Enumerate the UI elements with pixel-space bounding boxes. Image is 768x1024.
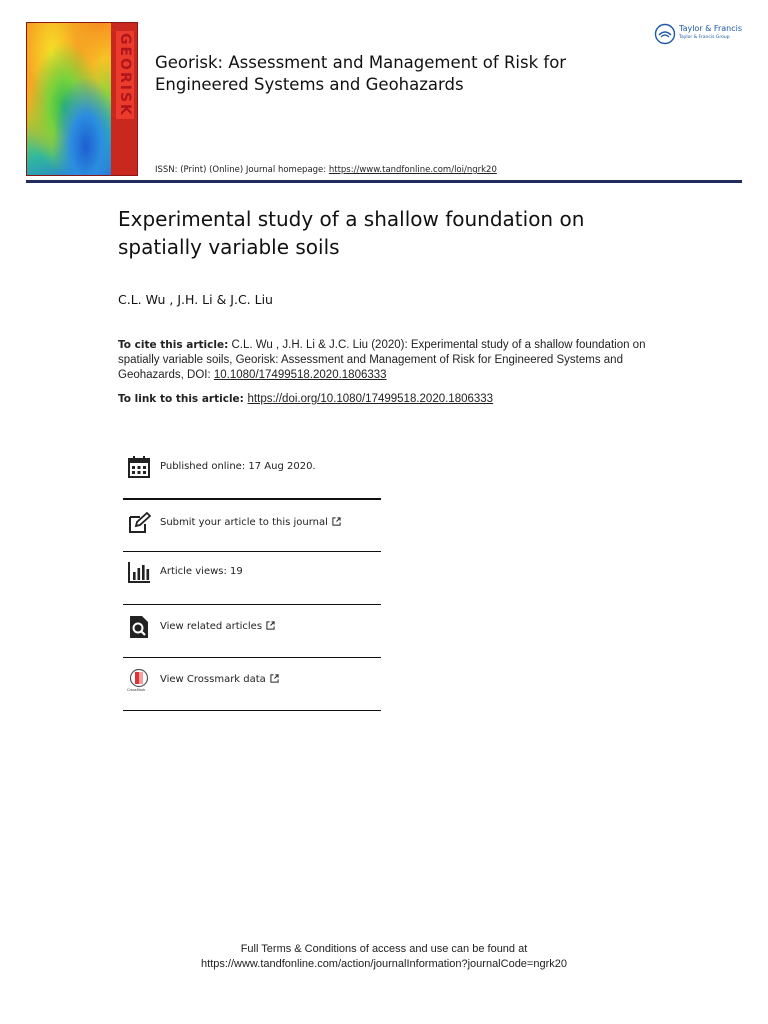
external-link-icon [270,674,279,683]
journal-title-line2: Engineered Systems and Geohazards [155,75,464,94]
footer-line1: Full Terms & Conditions of access and use can be found at [240,943,528,955]
journal-homepage-link[interactable]: https://www.tandfonline.com/loi/ngrk20 [328,165,497,175]
submit-article-link[interactable]: Submit your article to this journal [160,517,328,528]
cover-title: GEORISK [117,33,133,117]
authors: C.L. Wu , J.H. Li & J.C. Liu [118,292,273,307]
article-title-line1: Experimental study of a shallow foundation on [118,207,585,231]
published-row [123,442,381,494]
footer [0,942,768,972]
journal-title-line1: Georisk: Assessment and Management of Risk for [155,53,567,72]
published-date: Published online: 17 Aug 2020. [160,461,316,472]
article-views-row [123,547,381,599]
publisher-sub: Taylor & Francis Group [679,35,730,40]
cite-block [118,338,658,383]
publisher-name: Taylor & Francis [679,24,742,33]
article-doi-link[interactable]: https://doi.org/10.1080/17499518.2020.1806333 [247,393,494,405]
journal-cover [26,22,138,176]
divider [123,710,381,711]
calendar-icon [127,455,151,479]
cover-map-image [27,23,111,176]
crossmark-row[interactable] [123,655,381,707]
bar-chart-icon [127,560,151,584]
crossmark-link[interactable]: View Crossmark data [160,674,266,685]
edit-icon [127,511,151,535]
submit-article-row[interactable] [123,498,381,550]
header-rule [26,180,742,183]
link-label: To link to this article: [118,393,248,405]
article-views: Article views: 19 [160,566,243,577]
external-link-icon [266,621,275,630]
taylor-francis-logo-icon [654,23,676,45]
issn-text: ISSN: (Print) (Online) Journal homepage: [155,165,329,175]
journal-title [155,52,625,96]
cite-text: C.L. Wu , J.H. Li & J.C. Liu (2020): Experimental study of a shallow foundation on spatially variable soils, Georisk: Assessment and Management of Risk for Engineered Systems and Geohazards, DOI: [118,339,646,381]
footer-terms-link[interactable]: https://www.tandfonline.com/action/journalInformation?journalCode=ngrk20 [201,958,567,970]
article-title-line2: spatially variable soils [118,235,340,259]
issn-line [155,165,497,175]
related-articles-row[interactable] [123,602,381,654]
crossmark-logo-text: CrossMark [127,688,146,692]
link-block [118,393,493,405]
article-title [118,205,678,261]
cite-label: To cite this article: [118,339,229,351]
document-search-icon [127,615,151,639]
external-link-icon [332,517,341,526]
related-articles-link[interactable]: View related articles [160,621,263,632]
cite-doi-link[interactable]: 10.1080/17499518.2020.1806333 [213,369,387,381]
